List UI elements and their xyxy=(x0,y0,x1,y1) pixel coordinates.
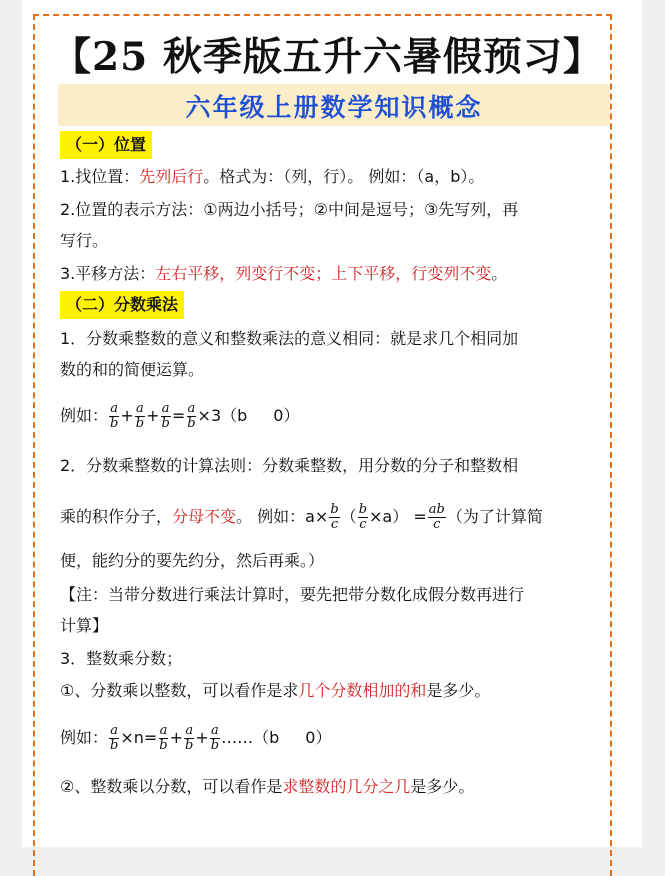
denominator: b xyxy=(185,738,194,753)
plus-sign: + xyxy=(146,406,160,425)
section1-line2a: 2.位置的表示方法：①两边小括号；②中间是逗号；③先写列，再 xyxy=(60,200,519,219)
highlight-text: 分母不变 xyxy=(172,507,237,526)
section1-line2b: 写行。 xyxy=(60,231,109,250)
text: 。 xyxy=(491,264,508,283)
denominator: c xyxy=(359,517,367,532)
highlight-text: 左右平移，列变行不变；上下平移，行变列不变 xyxy=(155,264,492,283)
section1-line3 xyxy=(60,263,507,285)
text: 1.找位置： xyxy=(60,167,140,186)
text: ×a） = xyxy=(369,507,427,526)
text: （为了计算简 xyxy=(446,507,543,526)
section1-heading: （一）位置 xyxy=(60,131,152,159)
denominator: b xyxy=(187,416,196,431)
fraction xyxy=(109,724,119,753)
text: 是多少。 xyxy=(426,681,491,700)
example-1 xyxy=(60,401,299,431)
fraction xyxy=(135,402,145,431)
section2-p3: 3．整数乘分数； xyxy=(60,649,183,668)
highlight-text: 先列后行 xyxy=(139,167,204,186)
text: （ xyxy=(340,507,357,526)
fraction xyxy=(109,402,119,431)
text: 3.平移方法： xyxy=(60,264,156,283)
note-line-a: 【注：当带分数进行乘法计算时，要先把带分数化成假分数再进行 xyxy=(60,585,525,604)
equals-sign: = xyxy=(171,406,186,425)
denominator: c xyxy=(330,517,339,532)
text: ②、整数乘以分数，可以看作是 xyxy=(60,777,283,796)
fraction xyxy=(329,503,339,532)
text: ①、分数乘以整数，可以看作是求 xyxy=(60,681,299,700)
fraction xyxy=(210,724,220,753)
section2-p2c: 便，能约分的要先约分，然后再乘。） xyxy=(60,551,325,570)
section2-p3a xyxy=(60,680,490,702)
text: 例如： xyxy=(60,406,109,425)
subtitle: 六年级上册数学知识概念 xyxy=(185,93,483,122)
plus-sign: + xyxy=(120,406,134,425)
section2-p3b xyxy=(60,776,474,798)
text: 。 例如：a× xyxy=(236,507,329,526)
text: 是多少。 xyxy=(410,777,475,796)
plus-sign: + xyxy=(169,728,184,747)
numerator: a xyxy=(161,401,170,416)
fraction xyxy=(428,503,446,532)
numerator: a xyxy=(185,723,194,738)
text: 乘的积作分子， xyxy=(60,507,173,526)
highlight-text: 求整数的几分之几 xyxy=(282,777,411,796)
page-title: 【25 秋季版五升六暑假预习】 xyxy=(52,34,603,80)
denominator: c xyxy=(433,517,441,532)
plus-sign: + xyxy=(195,728,209,747)
section1-line1 xyxy=(60,166,484,188)
numerator: a xyxy=(159,723,168,738)
numerator: b xyxy=(358,502,368,517)
text: ……（b xyxy=(221,728,280,747)
text: 0） xyxy=(273,406,300,425)
denominator: b xyxy=(159,738,168,753)
fraction xyxy=(186,402,196,431)
text: 例如： xyxy=(60,728,109,747)
numerator: ab xyxy=(428,502,445,517)
example-2 xyxy=(60,723,331,753)
text: ×n= xyxy=(120,728,158,747)
numerator: a xyxy=(136,401,144,416)
numerator: a xyxy=(211,723,219,738)
highlight-text: 几个分数相加的和 xyxy=(298,681,427,700)
section2-heading: （二）分数乘法 xyxy=(60,291,184,319)
fraction xyxy=(160,402,170,431)
text: ×3（b xyxy=(197,406,248,425)
section2-p1b: 数的和的简便运算。 xyxy=(60,360,205,379)
numerator: a xyxy=(187,401,196,416)
denominator: b xyxy=(210,738,220,753)
fraction xyxy=(184,724,194,753)
section2-p2a: 2．分数乘整数的计算法则：分数乘整数，用分数的分子和整数相 xyxy=(60,456,519,475)
denominator: b xyxy=(110,416,119,431)
denominator: b xyxy=(135,416,145,431)
fraction xyxy=(158,724,168,753)
numerator: b xyxy=(330,502,339,517)
note-line-b: 计算】 xyxy=(60,616,109,635)
denominator: b xyxy=(110,738,119,753)
denominator: b xyxy=(161,416,170,431)
numerator: a xyxy=(110,401,119,416)
section2-heading-line xyxy=(60,291,184,319)
section2-p1a: 1．分数乘整数的意义和整数乘法的意义相同：就是求几个相同加 xyxy=(60,329,519,348)
section2-p2b xyxy=(60,502,543,532)
section1-heading-line xyxy=(60,131,152,159)
text: 0） xyxy=(305,728,332,747)
fraction xyxy=(358,503,368,532)
numerator: a xyxy=(110,723,119,738)
text: 。格式为：（列，行）。 例如：（a，b）。 xyxy=(203,167,485,186)
